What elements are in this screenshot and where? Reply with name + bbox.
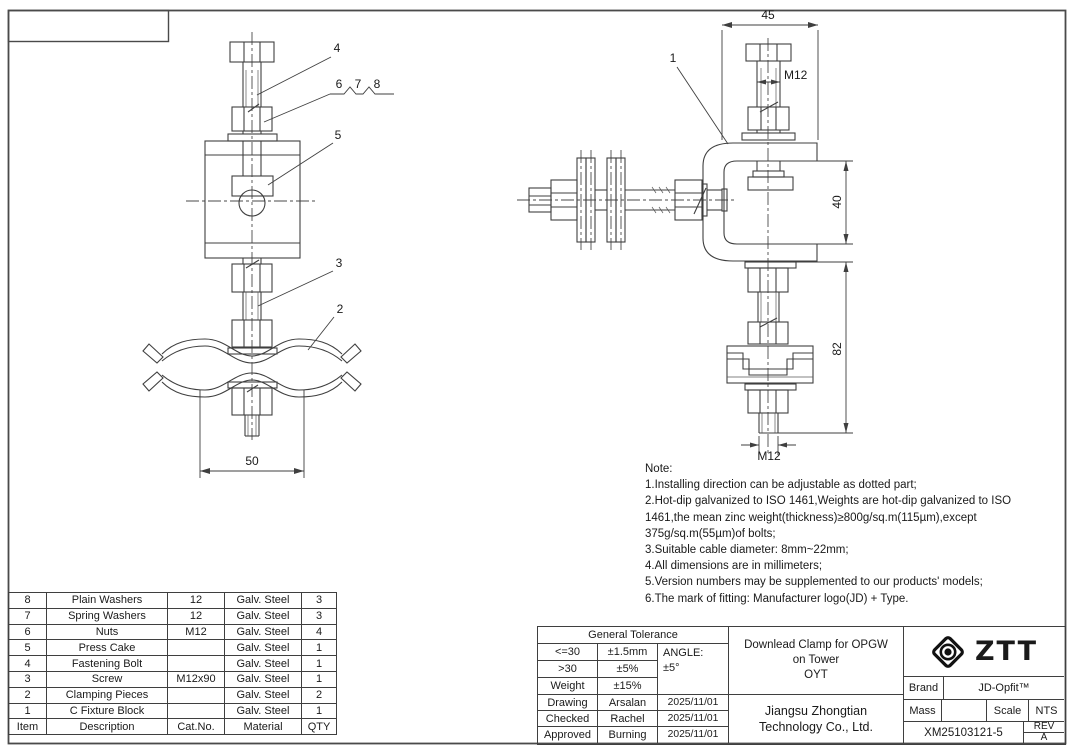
dimension-m12-bottom — [741, 436, 796, 463]
callout-5-label: 5 — [334, 128, 342, 142]
part-material: Galv. Steel — [225, 703, 302, 719]
part-qty: 4 — [302, 624, 337, 640]
dimension-40 — [817, 161, 853, 244]
part-qty: 1 — [302, 640, 337, 656]
m12-bottom-label: M12 — [757, 449, 781, 463]
part-description: C Fixture Block — [47, 703, 168, 719]
part-material: Galv. Steel — [225, 608, 302, 624]
part-item: 2 — [9, 687, 47, 703]
sig-name-drawing: Arsalan — [598, 695, 658, 711]
part-description: Nuts — [47, 624, 168, 640]
tolerance-range-2: >30 — [538, 661, 598, 678]
callout-6-label: 6 — [335, 77, 343, 91]
sig-name-approved: Burning — [598, 727, 658, 743]
dim-40-label: 40 — [830, 195, 844, 209]
part-material: Galv. Steel — [225, 687, 302, 703]
angle-tolerance-cell — [658, 644, 729, 695]
dim-45-label: 45 — [761, 8, 775, 22]
tolerance-range-1: <=30 — [538, 644, 598, 661]
header-catno: Cat.No. — [168, 719, 225, 735]
drawing-title — [729, 627, 904, 695]
drawing-number: XM25103121-5 — [904, 722, 1024, 743]
title-strip-box — [9, 11, 169, 42]
note-line: 2.Hot-dip galvanized to ISO 1461,Weights are hot-dip galvanized to ISO — [645, 495, 1012, 508]
tolerance-value-2: ±5% — [598, 661, 658, 678]
part-catno: 12 — [168, 608, 225, 624]
part-qty: 3 — [302, 608, 337, 624]
m12-top-label: M12 — [784, 68, 808, 82]
part-item: 5 — [9, 640, 47, 656]
company-logo — [904, 627, 1064, 677]
part-catno: 12 — [168, 593, 225, 609]
sig-date-checked: 2025/11/01 — [658, 711, 729, 727]
callout-2-label: 2 — [336, 302, 344, 316]
part-material: Galv. Steel — [225, 624, 302, 640]
sig-name-checked: Rachel — [598, 711, 658, 727]
dim-50-label: 50 — [245, 454, 259, 468]
part-catno — [168, 640, 225, 656]
part-item: 4 — [9, 656, 47, 672]
note-line: 1461,the mean zinc weight(thickness)≥800g/sq.m(115µm),except — [645, 511, 977, 524]
brand-value: JD-Opfit™ — [944, 677, 1064, 700]
part-catno: M12 — [168, 624, 225, 640]
part-qty: 3 — [302, 593, 337, 609]
header-description: Description — [47, 719, 168, 735]
title-line-1: Downlead Clamp for OPGW — [744, 639, 888, 651]
angle-value: ±5° — [663, 662, 680, 674]
part-item: 1 — [9, 703, 47, 719]
part-item: 3 — [9, 671, 47, 687]
part-catno — [168, 703, 225, 719]
part-qty: 1 — [302, 703, 337, 719]
callout-3-label: 3 — [335, 256, 343, 270]
dimension-45 — [722, 8, 818, 140]
title-line-2: on Tower — [792, 654, 840, 666]
parts-list-table — [8, 592, 337, 735]
rev-label: REV — [1024, 722, 1064, 733]
company-name — [729, 695, 904, 743]
part-item: 6 — [9, 624, 47, 640]
part-catno: M12x90 — [168, 671, 225, 687]
part-material: Galv. Steel — [225, 656, 302, 672]
table-row — [9, 703, 337, 719]
title-block — [537, 626, 1066, 745]
table-row — [9, 656, 337, 672]
mass-label: Mass — [904, 700, 942, 722]
company-line-2: Technology Co., Ltd. — [759, 720, 873, 734]
note-line: 4.All dimensions are in millimeters; — [645, 560, 823, 573]
part-material: Galv. Steel — [225, 640, 302, 656]
note-line: 5.Version numbers may be supplemented to our products' models; — [645, 576, 983, 589]
tolerance-header: General Tolerance — [538, 627, 729, 644]
brand-label: Brand — [904, 677, 944, 700]
tolerance-value-1: ±1.5mm — [598, 644, 658, 661]
company-line-1: Jiangsu Zhongtian — [764, 704, 868, 718]
table-row — [9, 608, 337, 624]
note-line: 3.Suitable cable diameter: 8mm~22mm; — [645, 544, 849, 557]
sig-role-approved: Approved — [538, 727, 598, 743]
callout-8-label: 8 — [373, 77, 381, 91]
dim-82-label: 82 — [830, 342, 844, 356]
logo-wordmark: ZTT — [974, 635, 1039, 667]
callout-7-label: 7 — [354, 77, 362, 91]
table-row — [9, 687, 337, 703]
table-row — [9, 624, 337, 640]
tolerance-value-3: ±15% — [598, 678, 658, 695]
front-view-callouts — [257, 41, 394, 350]
table-header-row — [9, 719, 337, 735]
side-view-callouts — [670, 51, 728, 144]
ztt-logo-icon — [930, 634, 966, 670]
part-material: Galv. Steel — [225, 671, 302, 687]
part-description: Clamping Pieces — [47, 687, 168, 703]
part-material: Galv. Steel — [225, 593, 302, 609]
sig-role-checked: Checked — [538, 711, 598, 727]
part-description: Press Cake — [47, 640, 168, 656]
sig-role-drawing: Drawing — [538, 695, 598, 711]
note-line: Note: — [645, 463, 673, 475]
part-qty: 1 — [302, 671, 337, 687]
title-line-3: OYT — [804, 669, 828, 681]
callout-1-label: 1 — [669, 51, 677, 65]
part-item: 7 — [9, 608, 47, 624]
note-line: 1.Installing direction can be adjustable as dotted part; — [645, 479, 917, 492]
part-description: Plain Washers — [47, 593, 168, 609]
note-line: 6.The mark of fitting: Manufacturer logo(JD) + Type. — [645, 592, 909, 605]
callout-4-label: 4 — [333, 41, 341, 55]
front-view-drawing — [143, 32, 394, 478]
part-description: Fastening Bolt — [47, 656, 168, 672]
scale-label: Scale — [987, 700, 1029, 722]
table-row — [9, 593, 337, 609]
table-row — [9, 671, 337, 687]
part-catno — [168, 687, 225, 703]
header-qty: QTY — [302, 719, 337, 735]
table-row — [9, 640, 337, 656]
part-qty: 2 — [302, 687, 337, 703]
sig-date-approved: 2025/11/01 — [658, 727, 729, 743]
part-qty: 1 — [302, 656, 337, 672]
part-description: Spring Washers — [47, 608, 168, 624]
notes-block — [645, 461, 1065, 607]
mass-value — [942, 700, 987, 722]
dimension-m12-top — [757, 68, 808, 85]
dimension-82 — [778, 262, 853, 433]
note-line: 375g/sq.m(55µm)of bolts; — [645, 527, 776, 540]
part-catno — [168, 656, 225, 672]
dimension-50 — [200, 390, 304, 478]
header-material: Material — [225, 719, 302, 735]
part-description: Screw — [47, 671, 168, 687]
part-item: 8 — [9, 593, 47, 609]
scale-value: NTS — [1029, 700, 1064, 722]
side-view-drawing — [517, 8, 853, 463]
sig-date-drawing: 2025/11/01 — [658, 695, 729, 711]
angle-label: ANGLE: — [663, 647, 704, 659]
rev-value: A — [1040, 733, 1048, 743]
tolerance-range-3: Weight — [538, 678, 598, 695]
header-item: Item — [9, 719, 47, 735]
